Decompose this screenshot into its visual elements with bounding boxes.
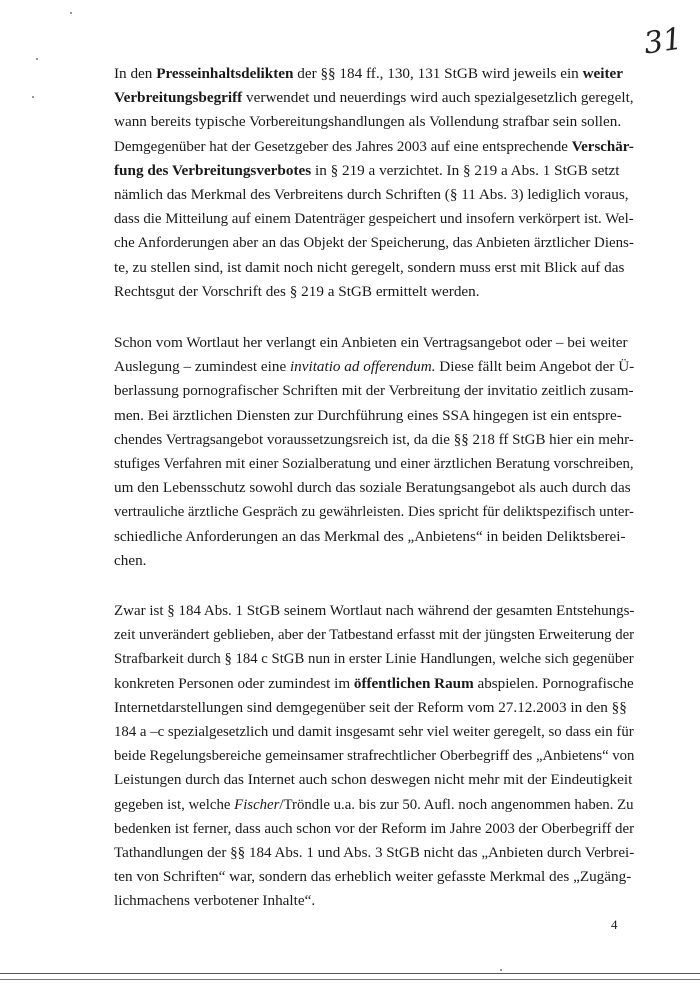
bold-text: öffentlichen Raum <box>353 674 474 692</box>
text-run: Tathandlungen der §§ 184 Abs. 1 und Abs. 3 StGB nicht das „Anbieten durch Verbrei- <box>114 843 635 861</box>
scan-speck <box>500 969 502 971</box>
text-run: che Anforderungen aber an das Objekt der Speicherung, das Anbieten ärztlicher Diens- <box>114 234 634 252</box>
text-line <box>114 720 634 744</box>
text-line <box>114 379 633 403</box>
text-line <box>114 841 635 865</box>
text-line <box>114 135 634 159</box>
text-line <box>114 207 634 231</box>
text-run: dass die Mitteilung auf einem Datenträger gespeichert und insofern verkörpert ist. Wel- <box>114 210 634 228</box>
italic-text: invitatio ad offerendum. <box>289 358 436 376</box>
text-run: Leistungen durch das Internet auch schon deswegen nicht mehr mit der Eindeutigkeit <box>114 771 633 789</box>
text-run: men. Bei ärztlichen Diensten zur Durchführung eines SSA hingegen ist ein entspre- <box>114 406 622 424</box>
text-run: Internetdarstellungen sind demgegenüber seit der Reform vom 27.12.2003 in den §§ <box>114 698 627 716</box>
text-run: chen. <box>114 551 147 569</box>
text-line <box>114 231 634 255</box>
bold-text: weiter <box>582 65 624 82</box>
text-run: Schon vom Wortlaut her verlangt ein Anbieten ein Vertragsangebot oder – bei weiter <box>114 334 628 351</box>
italic-text: Fischer <box>234 795 280 813</box>
handwritten-page-number: 31 <box>641 21 685 62</box>
text-line <box>114 331 634 355</box>
text-run: schiedliche Anforderungen an das Merkmal des „Anbietens“ in beiden Deliktsberei- <box>114 527 626 545</box>
text-line <box>114 256 634 280</box>
text-run: Rechtsgut der Vorschrift des § 219 a StGB ermittelt werden. <box>114 282 480 300</box>
text-run: nämlich das Merkmal des Verbreitens durch Schriften (§ 11 Abs. 3) lediglich voraus, <box>114 185 629 203</box>
text-line <box>114 599 635 623</box>
text-line <box>114 793 634 817</box>
footer-page-number: 4 <box>611 917 618 932</box>
text-line <box>114 183 634 207</box>
text-line <box>114 672 632 696</box>
text-run: wann bereits typische Vorbereitungshandlungen als Vollendung strafbar sein sollen. <box>114 113 622 131</box>
text-run: der §§ 184 ff., 130, 131 StGB wird jeweils ein <box>293 65 583 82</box>
text-line <box>114 159 634 183</box>
text-run: ten von Schriften“ war, sondern das erheblich weiter gefasste Merkmal des „Zugäng- <box>114 868 632 886</box>
text-run: berlassung pornografischer Schriften mit der Verbreitung der invitatio zeitlich zusam- <box>114 382 634 400</box>
text-run: bedenken ist ferner, dass auch schon vor der Reform im Jahre 2003 der Oberbegriff der <box>114 819 635 837</box>
text-run: beide Regelungsbereiche gemeinsamer strafrechtlicher Oberbegriff des „Anbietens“ von <box>114 747 635 765</box>
text-line <box>114 452 634 476</box>
text-run: /Tröndle u.a. bis zur 50. Aufl. noch angenommen haben. Zu <box>279 795 634 813</box>
footer-rule <box>0 973 700 974</box>
text-run: vertrauliche ärztliche Gespräch zu gewährleisten. Dies spricht für deliktspezifisch unter- <box>114 503 634 521</box>
text-line <box>114 500 634 524</box>
scan-speck <box>32 96 34 98</box>
text-run: um den Lebensschutz sowohl durch das soziale Beratungsangebot als auch durch das <box>114 479 631 497</box>
text-line <box>114 280 634 304</box>
text-line <box>114 428 634 452</box>
text-run: lichmachens verbotener Inhalte“. <box>114 892 316 910</box>
text-line <box>114 696 634 720</box>
text-run: Auslegung – zumindest eine <box>114 358 290 376</box>
text-line <box>114 744 635 768</box>
text-run: verwendet und neuerdings wird auch spezialgesetzlich geregelt, <box>242 89 634 107</box>
text-run: chendes Vertragsangebot voraussetzungsreich ist, da die §§ 218 ff StGB hier ein mehr- <box>114 430 634 448</box>
text-line <box>114 110 634 134</box>
bold-text: Verbreitungsbegriff <box>114 89 243 107</box>
bold-text: Verschär- <box>571 137 634 155</box>
text-run: te, zu stellen sind, ist damit noch nicht geregelt, sondern muss erst mit Blick auf das <box>114 258 625 276</box>
text-run: Demgegenüber hat der Gesetzgeber des Jahres 2003 auf eine entsprechende <box>114 137 572 155</box>
text-run: stufiges Verfahren mit einer Sozialberatung und einer ärztlichen Beratung vorschreiben, <box>114 454 634 472</box>
text-run: in § 219 a verzichtet. In § 219 a Abs. 1 StGB setzt <box>311 161 620 179</box>
paragraph-3 <box>114 599 634 913</box>
bold-text: fung des Verbreitungsverbotes <box>114 161 312 179</box>
text-run: abspielen. Pornografische <box>473 674 634 692</box>
text-run: konkreten Personen oder zumindest im <box>114 674 354 692</box>
text-run: gegeben ist, welche <box>114 795 235 813</box>
paragraph-1 <box>114 62 634 304</box>
text-line <box>114 549 634 573</box>
text-run: In den <box>114 65 157 82</box>
text-line <box>114 525 634 549</box>
text-line <box>114 647 634 671</box>
text-line <box>114 355 633 379</box>
text-run: Strafbarkeit durch § 184 c StGB nun in erster Linie Handlungen, welche sich gegenüber <box>114 650 634 668</box>
text-run: zeit unverändert geblieben, aber der Tatbestand erfasst mit der jüngsten Erweiterung der <box>114 626 635 644</box>
text-line <box>114 404 634 428</box>
text-line <box>114 889 634 913</box>
paragraph-2 <box>114 331 634 573</box>
scan-speck <box>70 12 72 14</box>
text-line <box>114 476 634 500</box>
text-line <box>114 768 634 792</box>
bold-text: Presseinhaltsdelikten <box>156 65 294 82</box>
text-line <box>114 623 635 647</box>
text-line <box>114 86 634 110</box>
text-run: 184 a –c spezialgesetzlich und damit insgesamt sehr viel weiter geregelt, so dass ein für <box>114 722 634 740</box>
scan-speck <box>36 58 38 60</box>
text-line <box>114 865 634 889</box>
text-line <box>114 62 634 86</box>
footer-rule-lower <box>0 979 700 980</box>
text-run: Zwar ist § 184 Abs. 1 StGB seinem Wortlaut nach während der gesamten Entstehungs- <box>114 602 635 619</box>
text-run: Diese fällt beim Angebot der Ü- <box>435 358 635 376</box>
text-line <box>114 817 635 841</box>
